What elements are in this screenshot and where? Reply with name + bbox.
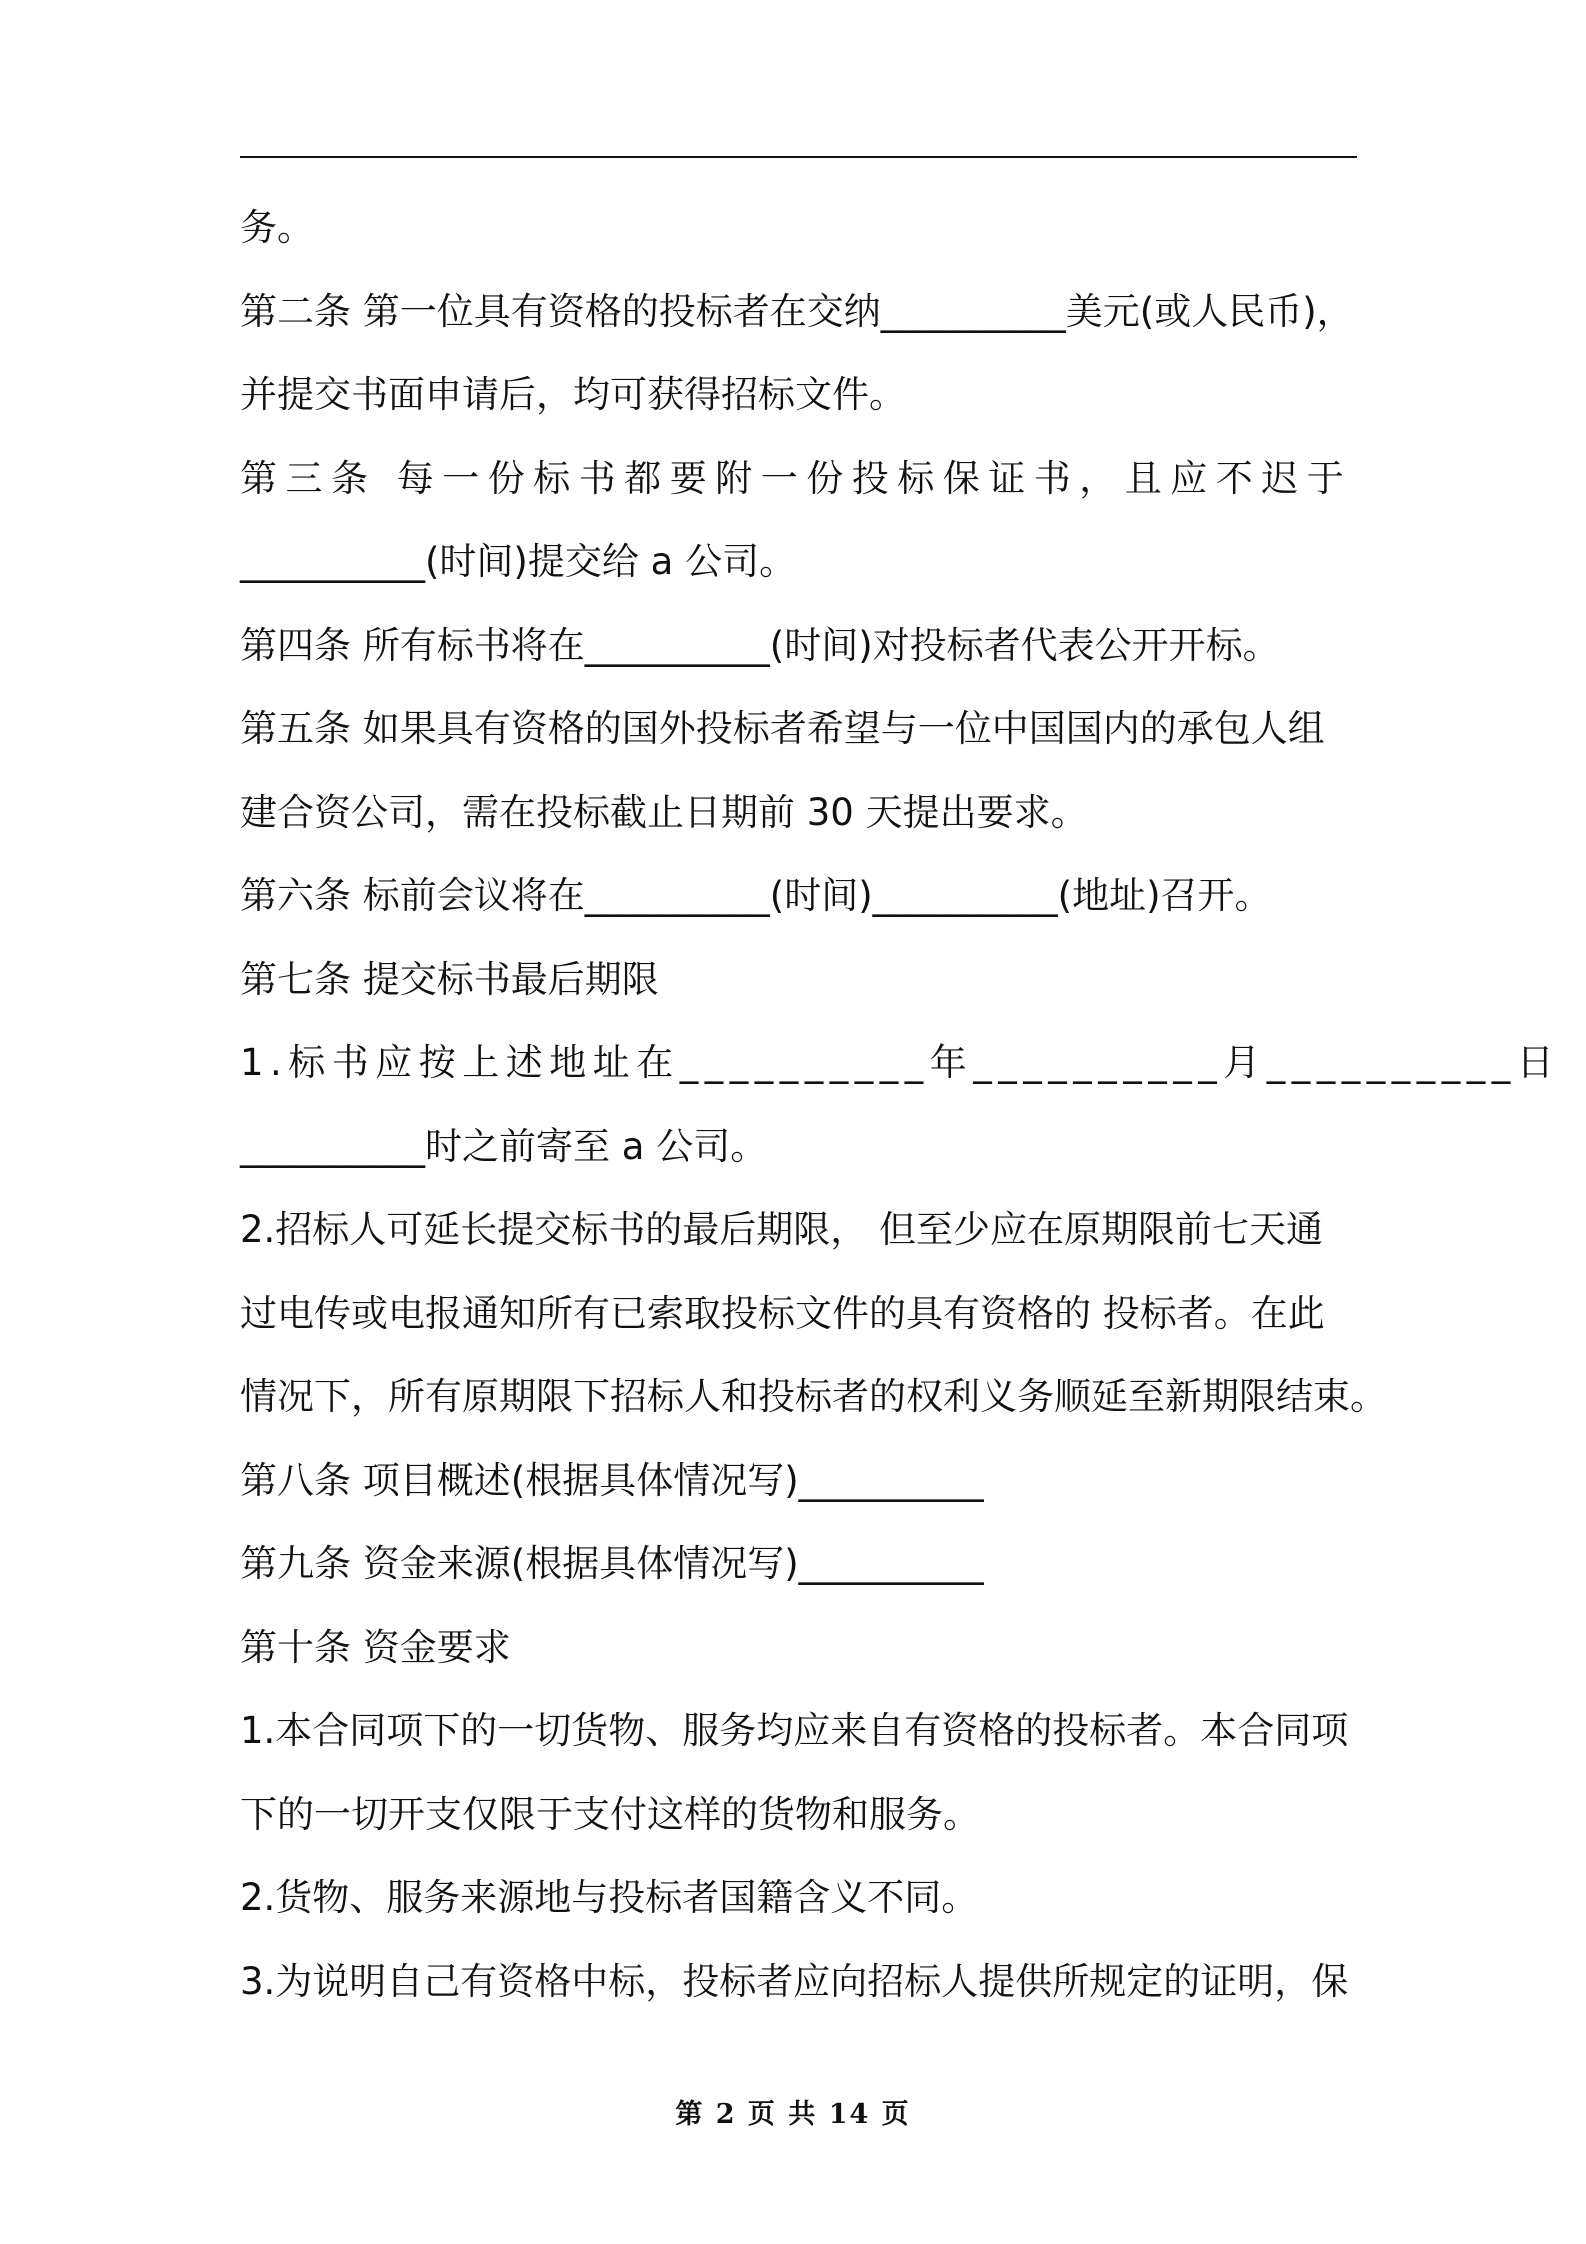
text-line: 过电传或电报通知所有已索取投标文件的具有资格的 投标者。在此 xyxy=(240,1291,1325,1335)
document-body xyxy=(240,198,1561,2035)
text-line: 情况下，所有原期限下招标人和投标者的权利义务顺延至新期限结束。 xyxy=(240,1375,1387,1418)
header-rule xyxy=(240,156,1357,158)
text-line: 务。 xyxy=(240,206,314,249)
text-line: 第二条 第一位具有资格的投标者在交纳__________美元(或人民币)， xyxy=(240,289,1354,333)
text-line: 第七条 提交标书最后期限 xyxy=(240,957,659,1001)
text-line: __________时之前寄至 a 公司。 xyxy=(240,1124,768,1168)
text-line: 1.本合同项下的一切货物、服务均应来自有资格的投标者。本合同项 xyxy=(240,1709,1349,1752)
text-line: 第三条 每一份标书都要附一份投标保证书，且应不迟于 xyxy=(240,456,1353,500)
text-line: 第九条 资金来源(根据具体情况写)__________ xyxy=(240,1542,984,1585)
text-line: 并提交书面申请后，均可获得招标文件。 xyxy=(240,373,906,416)
text-line: 第十条 资金要求 xyxy=(240,1625,511,1669)
text-line: 第五条 如果具有资格的国外投标者希望与一位中国国内的承包人组 xyxy=(240,707,1325,750)
text-line: 1.标书应按上述地址在__________年__________月__________日 xyxy=(240,1041,1561,1084)
text-line: 2.货物、服务来源地与投标者国籍含义不同。 xyxy=(240,1876,979,1919)
text-line: 建合资公司，需在投标截止日期前 30 天提出要求。 xyxy=(240,790,1088,834)
text-line: 第八条 项目概述(根据具体情况写)__________ xyxy=(240,1458,984,1502)
text-line: 3.为说明自己有资格中标，投标者应向招标人提供所规定的证明，保 xyxy=(240,1959,1349,2003)
page-number-footer: 第 2 页 共 14 页 xyxy=(675,2099,911,2130)
text-line: 2.招标人可延长提交标书的最后期限， 但至少应在原期限前七天通 xyxy=(240,1208,1324,1251)
text-line: 第四条 所有标书将在__________(时间)对投标者代表公开开标。 xyxy=(240,623,1280,667)
text-line: 下的一切开支仅限于支付这样的货物和服务。 xyxy=(240,1792,980,1836)
text-line: __________(时间)提交给 a 公司。 xyxy=(240,540,797,583)
text-line: 第六条 标前会议将在__________(时间)__________(地址)召开。 xyxy=(240,874,1272,917)
